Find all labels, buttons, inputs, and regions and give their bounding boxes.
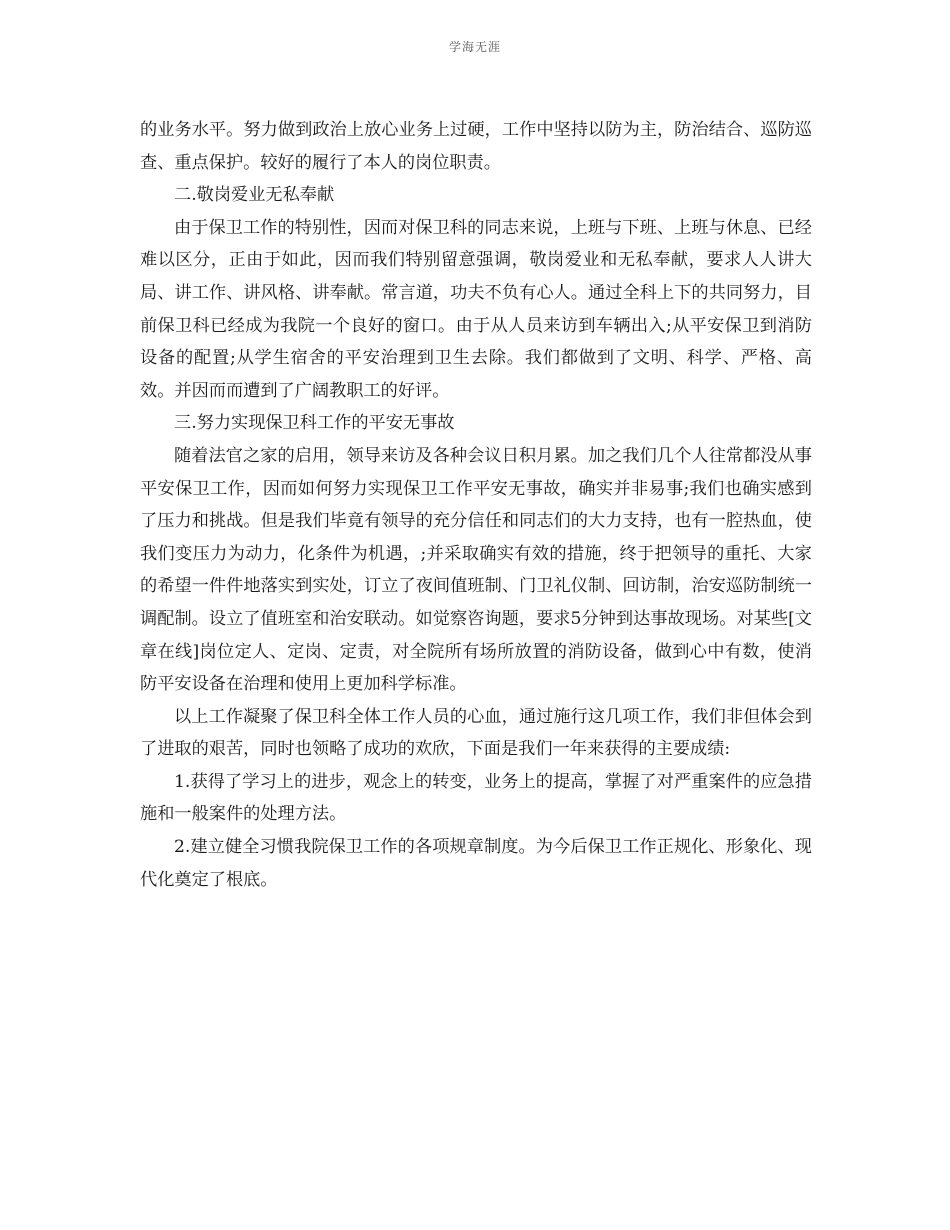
paragraph-2: 由于保卫工作的特别性，因而对保卫科的同志来说，上班与下班、上班与休息、已经难以区分，正由于如此，因而我们特别留意强调，敬岗爱业和无私奉献，要求人人讲大局、讲工作、讲风格、讲奉献。常言道，功夫不负有心人。通过全科上下的共同努力，目前保卫科已经成为我院一个良好的窗口。由于从人员来访到车辆出入;从平安保卫到消防设备的配置;从学生宿舍的平安治理到卫生去除。我们都做到了文明、科学、严格、高效。并因而而遭到了广阔教职工的好评。 (140, 217, 812, 401)
paragraph-4: 以上工作凝聚了保卫科全体工作人员的心血，通过施行这几项工作，我们非但体会到了进取的艰苦，同时也领略了成功的欢欣，下面是我们一年来获得的主要成绩: (140, 706, 812, 760)
list-item-1: 1.获得了学习上的进步，观念上的转变，业务上的提高，掌握了对严重案件的应急措施和一般案件的处理方法。 (140, 771, 812, 825)
section-heading-2: 二.敬岗爱业无私奉献 (174, 185, 335, 206)
list-item-2: 2.建立健全习惯我院保卫工作的各项规章制度。为今后保卫工作正规化、形象化、现代化奠定了根底。 (140, 837, 812, 890)
paragraph-1: 的业务水平。努力做到政治上放心业务上过硬，工作中坚持以防为主，防治结合、巡防巡查、重点保护。较好的履行了本人的岗位职责。 (140, 120, 812, 173)
page-header: 学海无涯 (448, 40, 501, 54)
section-heading-3: 三.努力实现保卫科工作的平安无事故 (174, 413, 455, 434)
document-body (140, 114, 812, 896)
paragraph-3: 随着法官之家的启用，领导来访及各种会议日积月累。加之我们几个人往常都没从事平安保卫工作，因而如何努力实现保卫工作平安无事故，确实并非易事;我们也确实感到了压力和挑战。但是我们毕竟有领导的充分信任和同志们的大力支持，也有一腔热血，使我们变压力为动力，化条件为机遇，;并采取确实有效的措施，终于把领导的重托、大家的希望一件件地落实到实处，订立了夜间值班制、门卫礼仪制、回访制，治安巡防制统一调配制。设立了值班室和治安联动。如觉察咨询题，要求5分钟到达事故现场。对某些[文章在线]岗位定人、定岗、定责，对全院所有场所放置的消防设备，做到心中有数，使消防平安设备在治理和使用上更加科学标准。 (140, 445, 812, 695)
